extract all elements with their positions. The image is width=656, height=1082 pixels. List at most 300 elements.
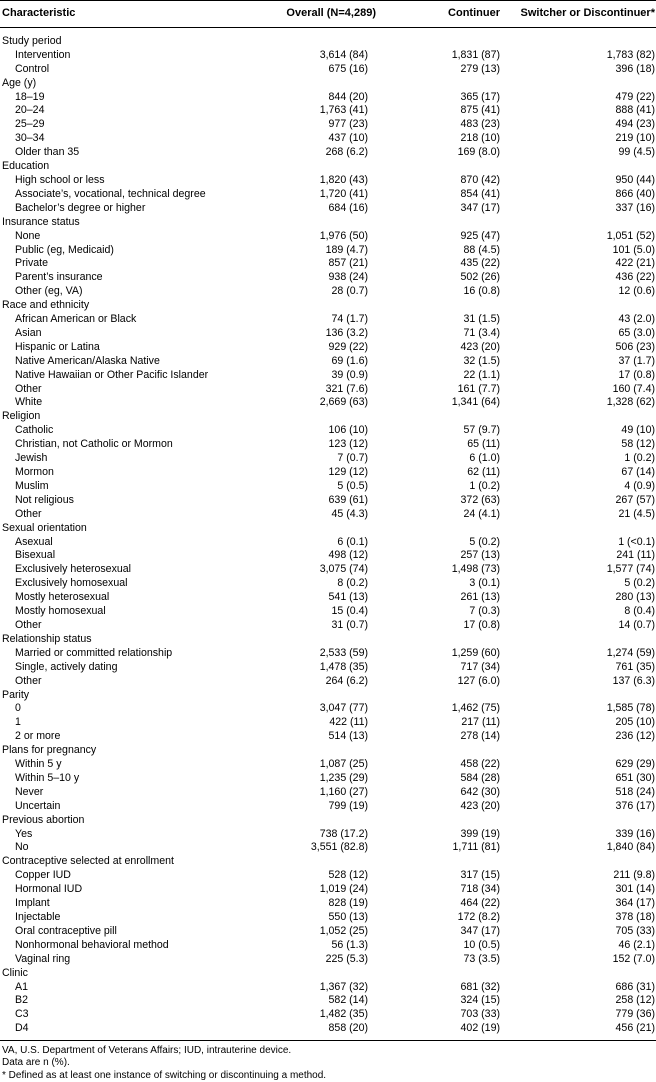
- cell-switcher: 1 (<0.1): [618, 535, 655, 548]
- cell-switcher: 46 (2.1): [618, 938, 655, 951]
- row-label: 30–34: [15, 132, 45, 145]
- cell-switcher: 396 (18): [615, 62, 655, 75]
- row-label: Other: [15, 507, 42, 520]
- cell-switcher: 506 (23): [615, 340, 655, 353]
- table-row: [0, 91, 656, 105]
- cell-continuer: 127 (6.0): [457, 674, 500, 687]
- cell-continuer: 402 (19): [376, 1022, 500, 1040]
- table-row: [0, 494, 656, 508]
- cell-continuer: 347 (17): [460, 201, 500, 214]
- row-label: Muslim: [15, 479, 49, 492]
- cell-switcher: 17 (0.8): [618, 368, 655, 381]
- section-header-row: [0, 744, 656, 758]
- row-label: Public (eg, Medicaid): [15, 243, 114, 256]
- cell-overall: 3,551 (82.8): [310, 841, 368, 854]
- row-label: 1: [15, 716, 21, 729]
- row-label: No: [15, 841, 29, 854]
- table-row: [0, 549, 656, 563]
- cell-switcher: 58 (12): [621, 438, 655, 451]
- footnote: VA, U.S. Department of Veterans Affairs; IUD, intrauterine device.: [2, 1045, 292, 1057]
- cell-continuer: 584 (28): [460, 771, 500, 784]
- cell-continuer: 703 (33): [460, 1008, 500, 1021]
- cell-continuer: 57 (9.7): [463, 424, 500, 437]
- section-header-row: [0, 689, 656, 703]
- table-row: [0, 981, 656, 995]
- cell-overall: 1,478 (35): [319, 660, 368, 673]
- col-header-overall: Overall (N=4,289): [262, 1, 376, 28]
- section-title: Education: [2, 160, 50, 173]
- table-row: [0, 508, 656, 522]
- row-label: A1: [15, 980, 28, 993]
- cell-overall: 106 (10): [328, 424, 368, 437]
- cell-overall: 321 (7.6): [325, 382, 368, 395]
- row-label: Uncertain: [15, 799, 61, 812]
- cell-overall: 498 (12): [328, 549, 368, 562]
- row-label: White: [15, 396, 43, 409]
- cell-overall: 5 (0.5): [337, 479, 368, 492]
- section-title: Insurance status: [2, 215, 80, 228]
- cell-overall: 738 (17.2): [319, 827, 368, 840]
- table-row: [0, 63, 656, 77]
- cell-continuer: 1,259 (60): [451, 646, 500, 659]
- table-row: [0, 841, 656, 855]
- row-label: Older than 35: [15, 146, 80, 159]
- col-header-characteristic: Characteristic: [0, 1, 262, 28]
- cell-switcher: 160 (7.4): [612, 382, 655, 395]
- section-title: Parity: [2, 688, 30, 701]
- table-row: [0, 230, 656, 244]
- cell-continuer: 31 (1.5): [463, 313, 500, 326]
- cell-continuer: 1,711 (81): [452, 841, 500, 854]
- row-label: Christian, not Catholic or Mormon: [15, 438, 173, 451]
- cell-continuer: 71 (3.4): [463, 326, 500, 339]
- cell-continuer: 17 (0.8): [463, 618, 500, 631]
- cell-switcher: 5 (0.2): [624, 577, 655, 590]
- row-label: Hispanic or Latina: [15, 340, 100, 353]
- cell-continuer: 16 (0.8): [463, 285, 500, 298]
- table-row: [0, 883, 656, 897]
- table-row: [0, 1022, 656, 1040]
- row-label: Copper IUD: [15, 869, 71, 882]
- table-row: [0, 800, 656, 814]
- cell-switcher: 779 (36): [615, 1008, 655, 1021]
- row-label: Other: [15, 674, 42, 687]
- row-label: Intervention: [15, 48, 71, 61]
- cell-overall: 1,820 (43): [319, 173, 368, 186]
- cell-overall: 1,087 (25): [319, 758, 368, 771]
- row-label: African American or Black: [15, 313, 137, 326]
- cell-continuer: 73 (3.5): [463, 952, 500, 965]
- cell-switcher: 1,328 (62): [606, 396, 655, 409]
- section-title: Clinic: [2, 966, 28, 979]
- section-header-row: [0, 216, 656, 230]
- table-row: [0, 132, 656, 146]
- cell-switcher: 43 (2.0): [618, 313, 655, 326]
- row-label: 25–29: [15, 118, 45, 131]
- cell-overall: 550 (13): [328, 911, 368, 923]
- row-label: Nonhormonal behavioral method: [15, 938, 169, 951]
- table-row: [0, 257, 656, 271]
- table-row: [0, 758, 656, 772]
- section-title: Previous abortion: [2, 813, 85, 826]
- spacer-row: [0, 27, 656, 35]
- cell-switcher: 651 (30): [615, 771, 655, 784]
- cell-switcher: 99 (4.5): [618, 146, 655, 159]
- table-row: [0, 786, 656, 800]
- cell-switcher: 258 (12): [615, 994, 655, 1007]
- cell-switcher: 8 (0.4): [624, 605, 655, 618]
- table-row: [0, 466, 656, 480]
- row-label: None: [15, 229, 41, 242]
- col-header-continuer: Continuer: [376, 1, 500, 28]
- table-footnotes: [0, 1041, 656, 1082]
- cell-switcher: 1,585 (78): [606, 702, 655, 715]
- cell-continuer: 218 (10): [460, 132, 500, 145]
- cell-continuer: 3 (0.1): [469, 577, 500, 590]
- cell-switcher: 686 (31): [615, 980, 655, 993]
- table-row: [0, 188, 656, 202]
- row-label: 18–19: [15, 90, 45, 103]
- cell-continuer: 483 (23): [460, 118, 500, 131]
- section-header-row: [0, 633, 656, 647]
- section-title: Race and ethnicity: [2, 299, 90, 312]
- row-label: Mostly homosexual: [15, 605, 106, 618]
- table-row: [0, 49, 656, 63]
- row-label: High school or less: [15, 173, 105, 186]
- cell-continuer: 6 (1.0): [469, 452, 500, 465]
- cell-continuer: 372 (63): [460, 493, 500, 506]
- cell-overall: 799 (19): [328, 799, 368, 812]
- cell-overall: 528 (12): [328, 869, 368, 882]
- cell-overall: 3,047 (77): [319, 702, 368, 715]
- cell-overall: 929 (22): [328, 340, 368, 353]
- cell-overall: 828 (19): [328, 897, 368, 910]
- cell-continuer: 423 (20): [460, 799, 500, 812]
- cell-continuer: 875 (41): [460, 104, 500, 117]
- table-row: [0, 730, 656, 744]
- row-label: Native Hawaiian or Other Pacific Islander: [15, 368, 209, 381]
- cell-switcher: 280 (13): [615, 591, 655, 604]
- cell-overall: 541 (13): [328, 591, 368, 604]
- cell-switcher: 337 (16): [615, 201, 655, 214]
- cell-continuer: 317 (15): [460, 869, 500, 882]
- section-header-row: [0, 814, 656, 828]
- cell-continuer: 7 (0.3): [469, 605, 500, 618]
- row-label: D4: [0, 1022, 262, 1040]
- cell-overall: 1,052 (25): [319, 924, 368, 937]
- section-title: Contraceptive selected at enrollment: [2, 855, 174, 868]
- cell-continuer: 502 (26): [460, 271, 500, 284]
- cell-switcher: 4 (0.9): [624, 479, 655, 492]
- cell-continuer: 642 (30): [460, 785, 500, 798]
- cell-switcher: 376 (17): [615, 799, 655, 812]
- row-label: Single, actively dating: [15, 660, 118, 673]
- cell-continuer: 870 (42): [460, 173, 500, 186]
- cell-switcher: 49 (10): [621, 424, 655, 437]
- cell-overall: 39 (0.9): [331, 368, 368, 381]
- table-row: [0, 953, 656, 967]
- cell-continuer: 435 (22): [460, 257, 500, 270]
- cell-overall: 189 (4.7): [325, 243, 368, 256]
- cell-overall: 422 (11): [329, 716, 368, 729]
- cell-switcher: 12 (0.6): [618, 285, 655, 298]
- table-row: [0, 925, 656, 939]
- cell-continuer: 365 (17): [460, 90, 500, 103]
- cell-continuer: 464 (22): [460, 897, 500, 910]
- row-label: Married or committed relationship: [15, 646, 173, 659]
- cell-continuer: 925 (47): [460, 229, 500, 242]
- cell-switcher: 21 (4.5): [618, 507, 655, 520]
- cell-switcher: 205 (10): [615, 716, 655, 729]
- cell-overall: 857 (21): [328, 257, 368, 270]
- row-label: Asian: [15, 326, 42, 339]
- row-label: 0: [15, 702, 21, 715]
- header-row: [0, 1, 656, 28]
- table-row: [0, 327, 656, 341]
- cell-switcher: 705 (33): [615, 924, 655, 937]
- cell-switcher: 479 (22): [615, 90, 655, 103]
- cell-switcher: 1,840 (84): [606, 841, 655, 854]
- row-label: Bisexual: [15, 549, 56, 562]
- cell-overall: 938 (24): [328, 271, 368, 284]
- table-row: [0, 104, 656, 118]
- table-row: [0, 480, 656, 494]
- section-header-row: [0, 35, 656, 49]
- row-label: Hormonal IUD: [15, 883, 83, 896]
- cell-overall: 639 (61): [328, 493, 368, 506]
- footnote: Data are n (%).: [2, 1057, 70, 1069]
- cell-continuer: 5 (0.2): [469, 535, 500, 548]
- cell-switcher: 101 (5.0): [612, 243, 655, 256]
- row-label: 20–24: [15, 104, 45, 117]
- row-label: Yes: [15, 827, 33, 840]
- cell-overall: 69 (1.6): [331, 354, 368, 367]
- table-row: [0, 383, 656, 397]
- table-row: [0, 772, 656, 786]
- row-label: Asexual: [15, 535, 53, 548]
- table-row: [0, 355, 656, 369]
- cell-switcher: 866 (40): [615, 187, 655, 200]
- cell-switcher: 65 (3.0): [618, 326, 655, 339]
- cell-continuer: 22 (1.1): [463, 368, 500, 381]
- cell-continuer: 161 (7.7): [457, 382, 500, 395]
- table-row: [0, 424, 656, 438]
- cell-switcher: 950 (44): [615, 173, 655, 186]
- table-row: [0, 452, 656, 466]
- table-row: [0, 911, 656, 925]
- section-title: Religion: [2, 410, 41, 423]
- section-header-row: [0, 299, 656, 313]
- table-row: [0, 563, 656, 577]
- cell-continuer: 1,462 (75): [451, 702, 500, 715]
- cell-switcher: 339 (16): [615, 827, 655, 840]
- cell-continuer: 1,498 (73): [451, 563, 500, 576]
- section-header-row: [0, 160, 656, 174]
- row-label: Implant: [15, 897, 50, 910]
- cell-overall: 1,763 (41): [319, 104, 368, 117]
- cell-overall: 437 (10): [328, 132, 368, 145]
- cell-continuer: 169 (8.0): [457, 146, 500, 159]
- cell-overall: 1,019 (24): [319, 883, 368, 896]
- col-header-switcher: Switcher or Discontinuer*: [500, 1, 656, 28]
- table-row: [0, 285, 656, 299]
- row-label: Jewish: [15, 452, 48, 465]
- cell-overall: 6 (0.1): [337, 535, 368, 548]
- cell-overall: 684 (16): [328, 201, 368, 214]
- row-label: Private: [15, 257, 48, 270]
- cell-continuer: 717 (34): [460, 660, 500, 673]
- cell-switcher: 241 (11): [616, 549, 655, 562]
- row-label: 2 or more: [15, 730, 61, 743]
- cell-overall: 1,976 (50): [319, 229, 368, 242]
- cell-overall: 123 (12): [328, 438, 368, 451]
- row-label: Within 5–10 y: [15, 771, 80, 784]
- cell-continuer: 854 (41): [460, 187, 500, 200]
- cell-overall: 582 (14): [328, 994, 368, 1007]
- cell-switcher: 37 (1.7): [618, 354, 655, 367]
- cell-overall: 8 (0.2): [337, 577, 368, 590]
- cell-continuer: 278 (14): [460, 730, 500, 743]
- cell-continuer: 261 (13): [460, 591, 500, 604]
- cell-overall: 264 (6.2): [325, 674, 368, 687]
- cell-continuer: 88 (4.5): [463, 243, 500, 256]
- row-label: Exclusively homosexual: [15, 577, 128, 590]
- table-row: [0, 118, 656, 132]
- cell-overall: 977 (23): [328, 118, 368, 131]
- cell-continuer: 279 (13): [460, 62, 500, 75]
- cell-switcher: 364 (17): [615, 897, 655, 910]
- row-label: Native American/Alaska Native: [15, 354, 160, 367]
- cell-overall: 1,367 (32): [319, 980, 368, 993]
- table-row: [0, 619, 656, 633]
- cell-switcher: 494 (23): [615, 118, 655, 131]
- cell-overall: 844 (20): [328, 90, 368, 103]
- cell-overall: 2,533 (59): [319, 646, 368, 659]
- table-row: [0, 202, 656, 216]
- cell-switcher: 236 (12): [615, 730, 655, 743]
- table-row: [0, 313, 656, 327]
- table-row: [0, 369, 656, 383]
- cell-overall: 3,614 (84): [319, 48, 368, 61]
- cell-switcher: 1 (0.2): [624, 452, 655, 465]
- cell-continuer: 458 (22): [460, 758, 500, 771]
- cell-switcher: 888 (41): [615, 104, 655, 117]
- cell-continuer: 65 (11): [467, 438, 500, 451]
- table-row: [0, 174, 656, 188]
- section-title: Age (y): [2, 76, 37, 89]
- cell-continuer: 257 (13): [460, 549, 500, 562]
- row-label: Mostly heterosexual: [15, 591, 110, 604]
- table-row: [0, 939, 656, 953]
- cell-continuer: 347 (17): [460, 924, 500, 937]
- row-label: Control: [15, 62, 50, 75]
- cell-continuer: 10 (0.5): [463, 938, 500, 951]
- cell-overall: 74 (1.7): [331, 313, 368, 326]
- cell-overall: 3,075 (74): [319, 563, 368, 576]
- row-label: Associate’s, vocational, technical degree: [15, 187, 206, 200]
- row-label: Catholic: [15, 424, 54, 437]
- row-label: Parent’s insurance: [15, 271, 103, 284]
- cell-overall: 136 (3.2): [325, 326, 368, 339]
- section-header-row: [0, 855, 656, 869]
- footnote: * Defined as at least one instance of switching or discontinuing a method.: [2, 1069, 327, 1081]
- table-row: [0, 605, 656, 619]
- table-row: [0, 897, 656, 911]
- cell-continuer: 718 (34): [460, 883, 500, 896]
- section-header-row: [0, 410, 656, 424]
- cell-continuer: 217 (11): [461, 716, 500, 729]
- table-row: [0, 341, 656, 355]
- cell-continuer: 324 (15): [460, 994, 500, 1007]
- cell-overall: 675 (16): [328, 62, 368, 75]
- section-title: Sexual orientation: [2, 521, 87, 534]
- table-row: [0, 716, 656, 730]
- table-row: [0, 1008, 656, 1022]
- cell-switcher: 761 (35): [615, 660, 655, 673]
- cell-overall: 7 (0.7): [337, 452, 368, 465]
- cell-continuer: 399 (19): [460, 827, 500, 840]
- cell-switcher: 1,274 (59): [606, 646, 655, 659]
- row-label: Vaginal ring: [15, 952, 71, 965]
- table-row: [0, 146, 656, 160]
- cell-overall: 225 (5.3): [325, 952, 368, 965]
- table-row: [0, 536, 656, 550]
- row-label: Injectable: [15, 911, 61, 923]
- cell-overall: 31 (0.7): [331, 618, 368, 631]
- table-row: [0, 577, 656, 591]
- row-label: Other (eg, VA): [15, 285, 83, 298]
- cell-continuer: 1,831 (87): [451, 48, 500, 61]
- table-row: [0, 828, 656, 842]
- table-row: [0, 271, 656, 285]
- cell-overall: 1,482 (35): [319, 1008, 368, 1021]
- cell-switcher: 629 (29): [615, 758, 655, 771]
- cell-switcher: 219 (10): [615, 132, 655, 145]
- cell-switcher: 267 (57): [615, 493, 655, 506]
- cell-switcher: 301 (14): [615, 883, 655, 896]
- table-row: [0, 675, 656, 689]
- row-label: C3: [15, 1008, 29, 1021]
- cell-continuer: 172 (8.2): [457, 911, 500, 923]
- cell-switcher: 67 (14): [621, 466, 655, 478]
- section-header-row: [0, 522, 656, 536]
- cell-switcher: 1,577 (74): [606, 563, 655, 576]
- row-label: Oral contraceptive pill: [15, 924, 117, 937]
- row-label: Bachelor’s degree or higher: [15, 201, 146, 214]
- table-row: [0, 396, 656, 410]
- table-row: [0, 438, 656, 452]
- table-row: [0, 994, 656, 1008]
- cell-overall: 56 (1.3): [331, 938, 368, 951]
- cell-continuer: 24 (4.1): [463, 507, 500, 520]
- row-label: Never: [15, 785, 44, 798]
- row-label: B2: [15, 994, 28, 1007]
- table-row: [0, 244, 656, 258]
- cell-switcher: 518 (24): [615, 785, 655, 798]
- cell-continuer: 62 (11): [467, 466, 500, 478]
- table-row: [0, 869, 656, 883]
- cell-switcher: 211 (9.8): [613, 869, 655, 882]
- cell-overall: 858 (20): [262, 1022, 376, 1040]
- cell-overall: 1,720 (41): [319, 187, 368, 200]
- table-header: [0, 1, 656, 28]
- cell-overall: 2,669 (63): [319, 396, 368, 409]
- cell-switcher: 1,783 (82): [606, 48, 655, 61]
- cell-overall: 129 (12): [328, 466, 368, 478]
- cell-overall: 1,160 (27): [319, 785, 368, 798]
- row-label: Other: [15, 618, 42, 631]
- cell-continuer: 1,341 (64): [451, 396, 500, 409]
